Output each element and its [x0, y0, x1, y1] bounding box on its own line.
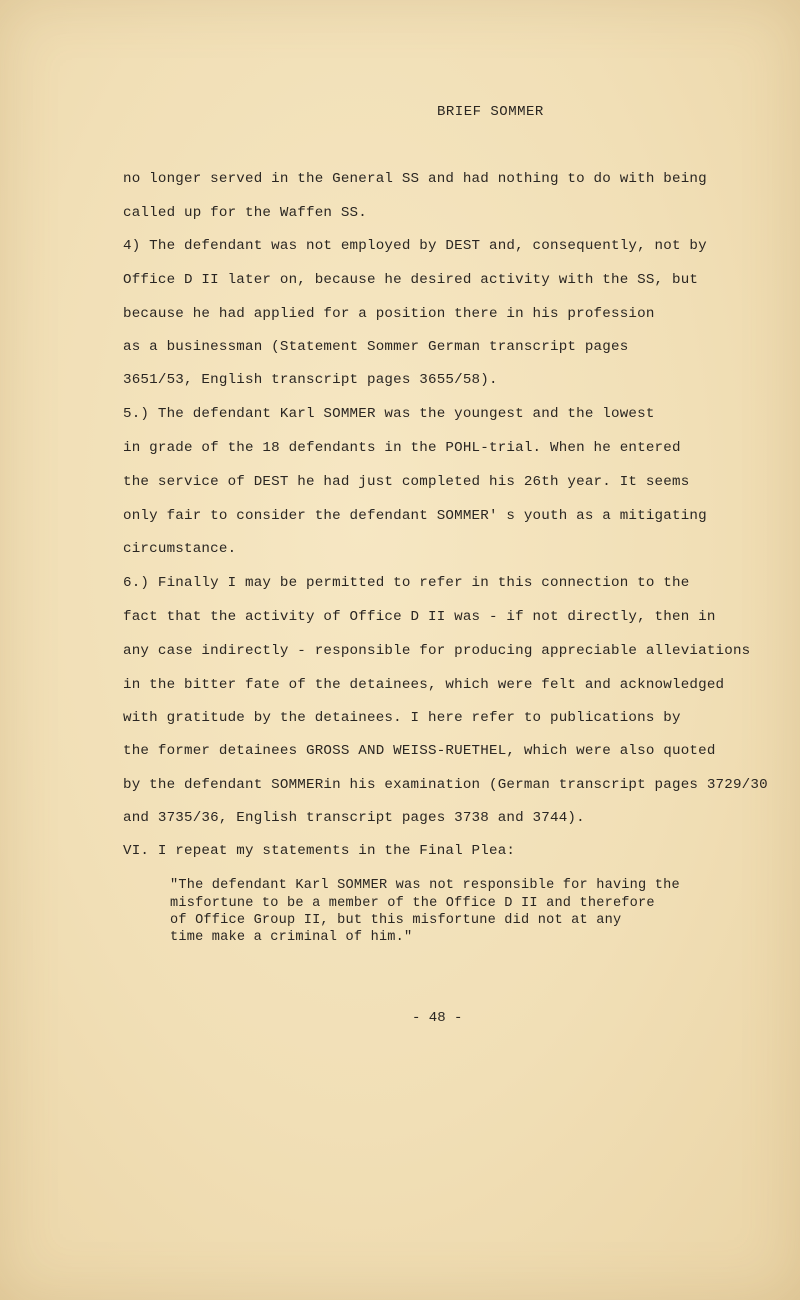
- body-line: 3651/53, English transcript pages 3655/58).: [123, 372, 498, 388]
- quote-line: "The defendant Karl SOMMER was not responsible for having the: [170, 878, 680, 893]
- body-line: circumstance.: [123, 541, 237, 557]
- quote-line: misfortune to be a member of the Office D II and therefore: [170, 896, 655, 911]
- body-line: with gratitude by the detainees. I here refer to publications by: [123, 710, 681, 726]
- body-line: any case indirectly - responsible for producing appreciable alleviations: [123, 643, 751, 659]
- body-line: the service of DEST he had just completed his 26th year. It seems: [123, 474, 690, 490]
- page-number: - 48 -: [412, 1010, 463, 1026]
- body-line: fact that the activity of Office D II was - if not directly, then in: [123, 609, 716, 625]
- body-line: in the bitter fate of the detainees, which were felt and acknowledged: [123, 677, 725, 693]
- body-line: because he had applied for a position there in his profession: [123, 306, 655, 322]
- body-line: as a businessman (Statement Sommer German transcript pages: [123, 339, 629, 355]
- page-header: BRIEF SOMMER: [437, 104, 544, 120]
- body-line: 5.) The defendant Karl SOMMER was the youngest and the lowest: [123, 406, 655, 422]
- quote-line: of Office Group II, but this misfortune did not at any: [170, 913, 622, 928]
- body-line: in grade of the 18 defendants in the POHL-trial. When he entered: [123, 440, 681, 456]
- body-line: no longer served in the General SS and had nothing to do with being: [123, 171, 707, 187]
- body-line: and 3735/36, English transcript pages 3738 and 3744).: [123, 810, 585, 826]
- quote-line: time make a criminal of him.": [170, 930, 413, 945]
- body-line: the former detainees GROSS AND WEISS-RUETHEL, which were also quoted: [123, 743, 716, 759]
- body-line: only fair to consider the defendant SOMMER' s youth as a mitigating: [123, 508, 707, 524]
- body-line: VI. I repeat my statements in the Final Plea:: [123, 843, 516, 859]
- body-line: 4) The defendant was not employed by DEST and, consequently, not by: [123, 238, 707, 254]
- body-line: Office D II later on, because he desired activity with the SS, but: [123, 272, 699, 288]
- body-line: by the defendant SOMMERin his examination (German transcript pages 3729/30: [123, 777, 768, 793]
- body-line: 6.) Finally I may be permitted to refer in this connection to the: [123, 575, 690, 591]
- body-line: called up for the Waffen SS.: [123, 205, 367, 221]
